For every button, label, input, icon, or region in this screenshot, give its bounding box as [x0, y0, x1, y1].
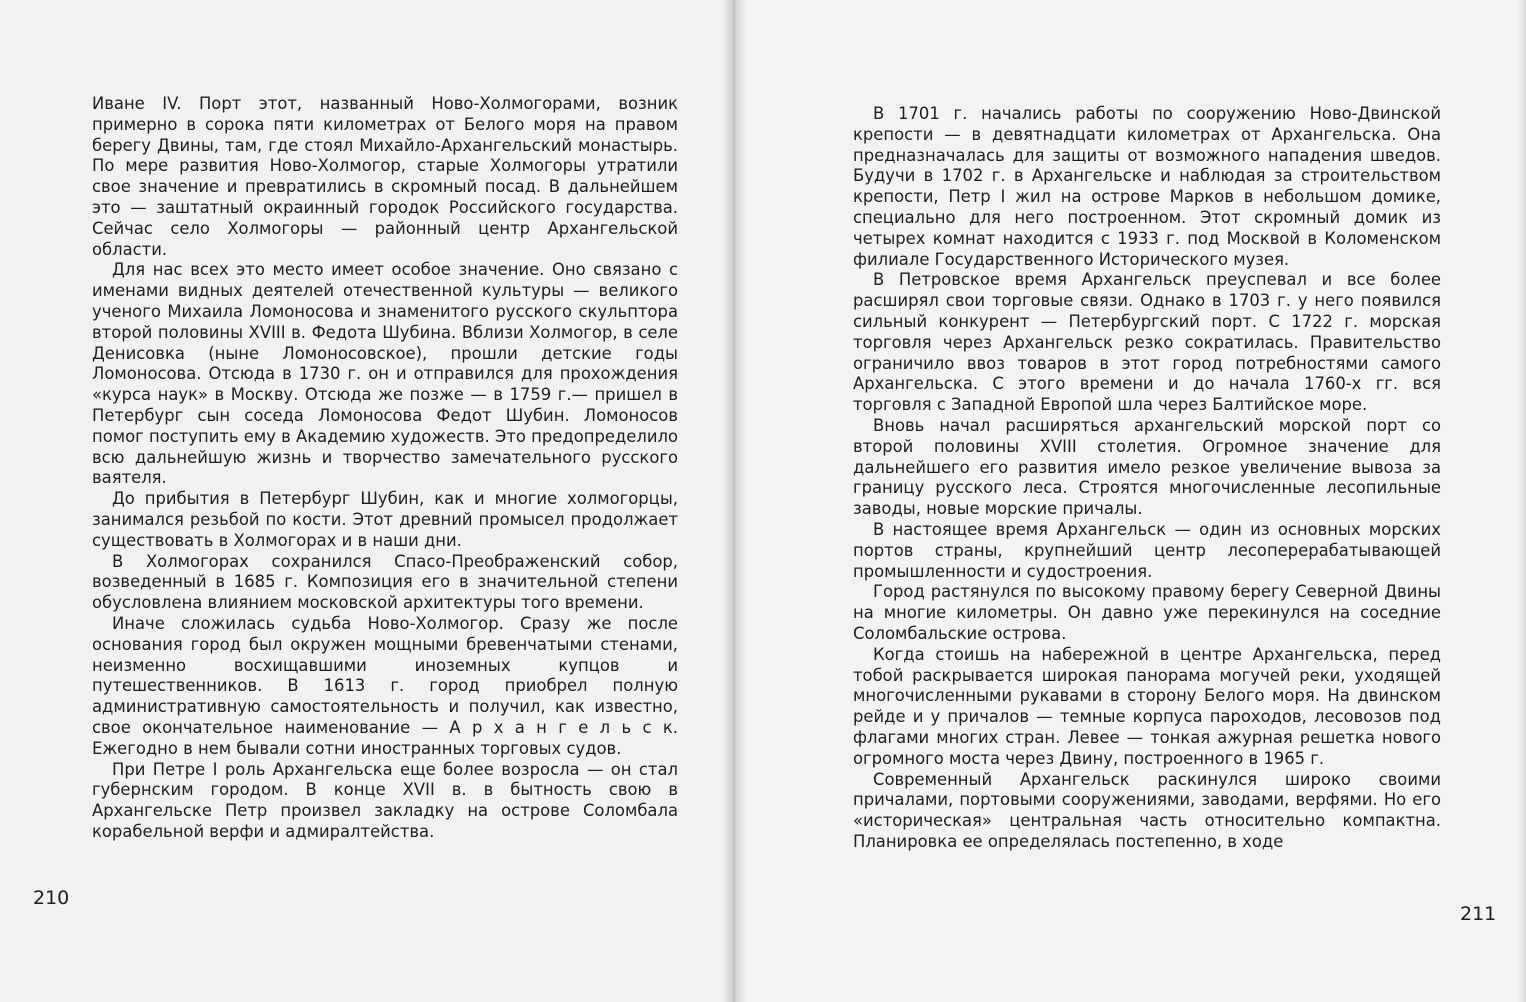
book-gutter: [722, 0, 746, 1002]
paragraph: В Петровское время Архангельск преуспевал и все более расширял свои торговые связи. Однако в 1703 г. у него появился сильный конкурент — Петербургский порт. С 1722 г. морская торговля через Архангельск резко сократилась. Правительство ограничило ввоз товаров в этот город потребностями самого Архангельска. С этого времени и до начала 1760-х гг. вся торговля с Западной Европой шла через Балтийское море.: [853, 270, 1441, 415]
paragraph: До прибытия в Петербург Шубин, как и многие холмогорцы, занимался резьбой по кости. Этот древний промысел продолжает существовать в Холмогорах и в наши дни.: [92, 489, 678, 550]
page-number-left: 210: [33, 887, 70, 909]
paragraph: Когда стоишь на набережной в центре Архангельска, перед тобой раскрывается широкая панорама могучей реки, уходящей многочисленными рукавами в сторону Белого моря. На двинском рейде и у причалов — темные корпуса пароходов, лесовозов под флагами многих стран. Левее — тонкая ажурная решетка нового огромного моста через Двину, построенного в 1965 г.: [853, 644, 1441, 768]
paragraph: Для нас всех это место имеет особое значение. Оно связано с именами видных деятелей отечественной культуры — великого ученого Михаила Ломоносова и знаменитого русского скульптора второй половины XVIII в. Федота Шубина. Вблизи Холмогор, в селе Денисовка (ныне Ломоносовское), прошли детские годы Ломоносова. Отсюда в 1730 г. он и отправился для прохождения «курса наук» в Москву. Отсюда же позже — в 1759 г.— пришел в Петербург сын соседа Ломоносова Федот Шубин. Ломоносов помог поступить ему в Академию художеств. Это предопределило всю дальнейшую жизнь и творчество замечательного русского ваятеля.: [92, 260, 678, 488]
left-page: [0, 0, 734, 1002]
paragraph: Вновь начал расширяться архангельский морской порт со второй половины XVIII столетия. Огромное значение для дальнейшего его развития имело резкое увеличение вывоза за границу русского леса. Строятся многочисленные лесопильные заводы, новые морские причалы.: [853, 415, 1441, 519]
paragraph: Иначе сложилась судьба Ново-Холмогор. Сразу же после основания город был окружен мощными бревенчатыми стенами, неизменно восхищавшими иноземных купцов и путешественников. В 1613 г. город приобрел полную административную самостоятельность и получил, как известно, свое окончательное наименование — А р х а н г е л ь с к. Ежегодно в нем бывали сотни иностранных торговых судов.: [92, 613, 678, 758]
paragraph: При Петре I роль Архангельска еще более возросла — он стал губернским городом. В конце XVII в. в бытность свою в Архангельске Петр произвел закладку на острове Соломбала корабельной верфи и адмиралтейства.: [92, 759, 678, 841]
paragraph: Город растянулся по высокому правому берегу Северной Двины на многие километры. Он давно уже перекинулся на соседние Соломбальские острова.: [853, 582, 1441, 643]
paragraph: Иване IV. Порт этот, названный Ново-Холмогорами, возник примерно в сорока пяти километрах от Белого моря на правом берегу Двины, там, где стоял Михайло-Архангельский монастырь. По мере развития Ново-Холмогор, старые Холмогоры утратили свое значение и превратились в скромный посад. В дальнейшем это — заштатный окраинный городок Российского государства. Сейчас село Холмогоры — районный центр Архангельской области.: [92, 94, 678, 259]
paragraph: В Холмогорах сохранился Спасо-Преображенский собор, возведенный в 1685 г. Композиция его в значительной степени обусловлена влиянием московской архитектуры того времени.: [92, 551, 678, 613]
right-page: [734, 0, 1526, 1002]
paragraph: В настоящее время Архангельск — один из основных морских портов страны, крупнейший центр лесоперерабатывающей промышленности и судостроения.: [853, 519, 1441, 581]
paragraph: В 1701 г. начались работы по сооружению Ново-Двинской крепости — в девятнадцати километрах от Архангельска. Она предназначалась для защиты от возможного нападения шведов. Будучи в 1702 г. в Архангельске и наблюдая за строительством крепости, Петр I жил на острове Марков в небольшом домике, специально для него построенном. Этот скромный домик из четырех комнат находится с 1933 г. под Москвой в Коломенском филиале Государственного Исторического музея.: [853, 104, 1441, 269]
paragraph: Современный Архангельск раскинулся широко своими причалами, портовыми сооружениями, заводами, верфями. Но его «историческая» центральная часть относительно компактна. Планировка ее определялась постепенно, в ходе: [853, 769, 1441, 851]
page-number-right: 211: [1460, 903, 1497, 925]
left-page-text: [92, 94, 678, 843]
page-edge-shadow: [1518, 0, 1526, 1002]
right-page-text: [853, 104, 1441, 853]
